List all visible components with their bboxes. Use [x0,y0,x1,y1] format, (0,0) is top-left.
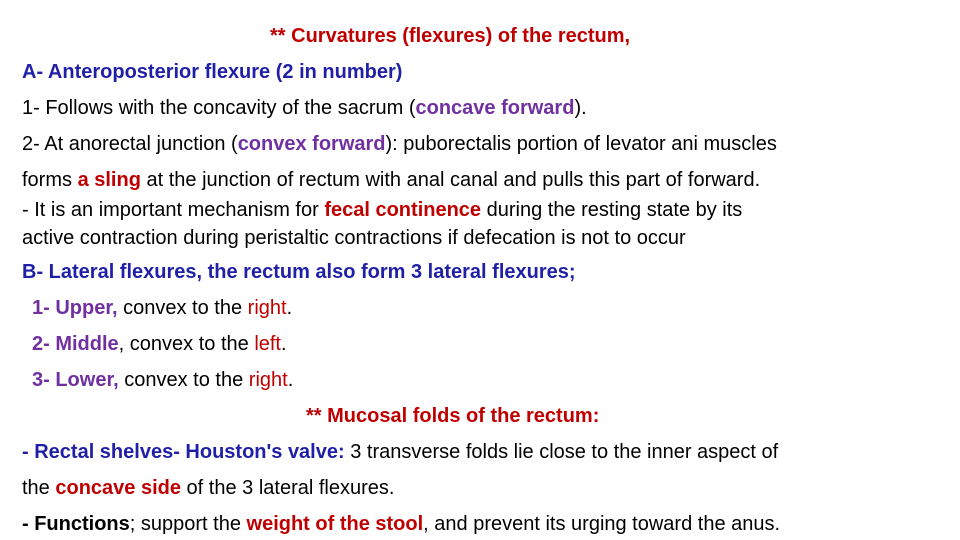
a2-em: convex forward [237,133,386,155]
b1-mid: convex to the [117,297,248,319]
a3-line [22,198,742,222]
c2-post: , and prevent its urging toward the anus. [423,513,781,535]
a2b-line [22,168,760,192]
b3-label: 3- Lower, [32,369,119,391]
a1-pre: 1- Follows with the concavity of the sacrum ( [22,97,416,119]
a2-pre: 2- At anorectal junction ( [22,133,238,155]
b2-dir: left [254,333,281,355]
b1-label: 1- Upper, [32,297,118,319]
a2b-pre: forms [22,169,78,191]
a2b-em: a sling [77,169,141,191]
c2-mid: ; support the [129,513,247,535]
b1-dir: right [247,297,287,319]
a2-line [22,132,777,156]
c1b-line [22,476,394,500]
a2-post: ): puborectalis portion of levator ani muscles [385,133,777,155]
c2-label: - Functions [22,513,130,535]
a1-em: concave forward [415,97,575,119]
c1-line [22,440,778,464]
b2-mid: , convex to the [118,333,255,355]
c1-label: - Rectal shelves- Houston's valve: [22,441,345,463]
b1-end: . [286,297,293,319]
a3-pre: - It is an important mechanism for [22,199,325,221]
b2-end: . [281,333,287,355]
a2b-post: at the junction of rectum with anal canal and pulls this part of forward. [140,169,761,191]
b3-dir: right [248,369,288,391]
c1b-em: concave side [55,477,181,499]
b3-mid: convex to the [118,369,249,391]
a1-line [22,96,587,120]
b2-label: 2- Middle [32,333,119,355]
curvatures-heading: ** Curvatures (flexures) of the rectum, [270,25,631,47]
a3b-line: active contraction during peristaltic contractions if defecation is not to occur [22,227,686,249]
b1-line [32,296,292,320]
c2-em: weight of the stool [246,513,424,535]
a3-post: during the resting state by its [481,199,743,221]
section-b-title: B- Lateral flexures, the rectum also form 3 lateral flexures; [22,261,576,283]
a3-em: fecal continence [324,199,482,221]
mucosal-folds-heading: ** Mucosal folds of the rectum: [306,405,600,427]
c1b-post: of the 3 lateral flexures. [180,477,395,499]
section-a-title: A- Anteroposterior flexure (2 in number) [22,61,403,83]
a1-post: ). [574,97,587,119]
c1-post: 3 transverse folds lie close to the inner aspect of [344,441,779,463]
c2-line [22,512,780,536]
b2-line [32,332,287,356]
b3-line [32,368,293,392]
c1b-pre: the [22,477,56,499]
b3-end: . [287,369,294,391]
